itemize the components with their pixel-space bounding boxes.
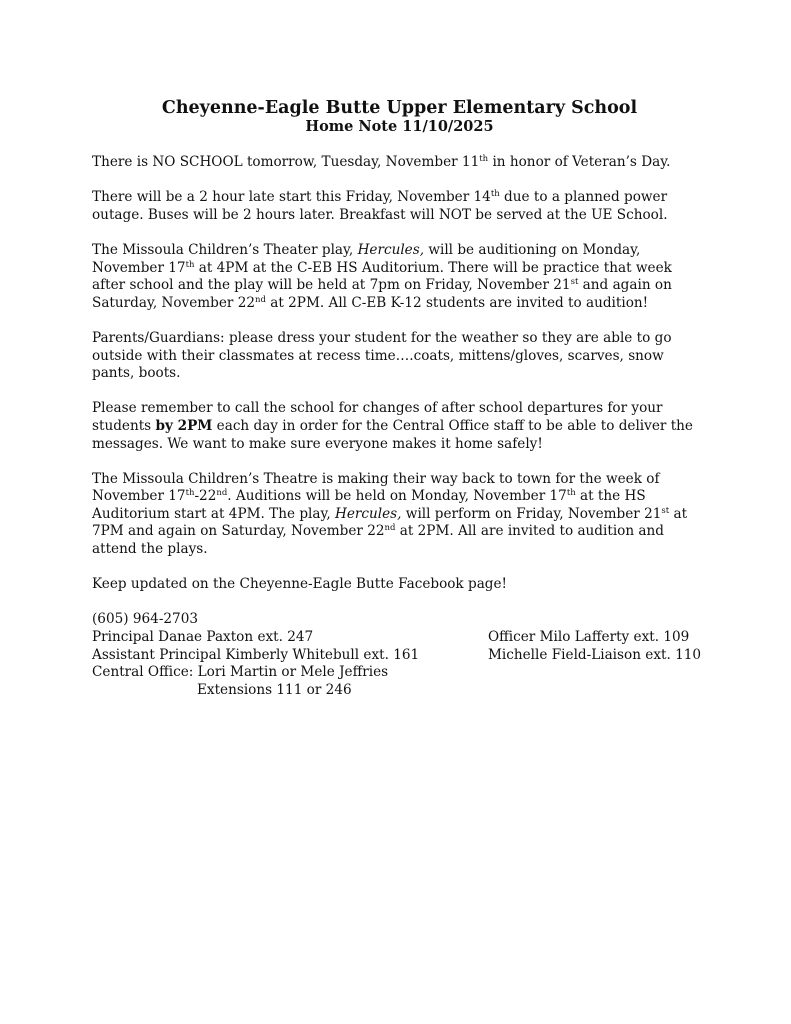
ordinal-suffix: th	[185, 259, 195, 270]
text-segment: at 4PM at the C-EB HS Auditorium. There will be practice that week after school and the play will be held at 7pm on Friday, November 21	[92, 259, 672, 294]
ordinal-suffix: st	[570, 277, 579, 288]
no-school-paragraph	[92, 154, 707, 172]
ordinal-suffix: nd	[255, 294, 266, 305]
text-segment: Please remember to call the school for changes of after school departures for your students	[92, 400, 663, 434]
text-segment: and again on Saturday, November 22	[92, 277, 672, 311]
ordinal-suffix: st	[661, 505, 670, 516]
ordinal-suffix: nd	[384, 523, 396, 534]
ordinal-suffix: th	[185, 488, 195, 499]
central-office-contact: Central Office: Lori Martin or Mele Jeffries	[92, 664, 389, 681]
assistant-principal-contact: Assistant Principal Kimberly Whitebull ext. 161	[92, 646, 420, 663]
document-header	[92, 98, 707, 135]
theatre-week-paragraph	[92, 471, 707, 559]
text-segment: There will be a 2 hour late start this Friday, November 14	[92, 189, 491, 206]
home-note-document	[92, 98, 707, 701]
play-title: Hercules,	[335, 505, 402, 522]
late-start-paragraph	[92, 189, 707, 224]
text-segment: at the HS Auditorium start at 4PM. The play,	[92, 488, 646, 522]
school-phone: (605) 964-2703	[92, 611, 199, 628]
ordinal-suffix: nd	[216, 488, 228, 499]
principal-contact: Principal Danae Paxton ext. 247	[92, 629, 314, 646]
text-segment: -22	[194, 488, 217, 505]
ordinal-suffix: th	[479, 154, 489, 164]
text-segment: at 2PM. All C-EB K-12 students are invited to audition!	[265, 294, 649, 311]
contact-column-left	[92, 611, 482, 699]
play-title: Hercules,	[357, 241, 425, 258]
liaison-contact: Michelle Field-Liaison ext. 110	[488, 646, 702, 663]
departure-changes-paragraph	[92, 400, 707, 453]
text-segment: will perform on Friday, November 21	[401, 505, 662, 522]
ordinal-suffix: th	[566, 488, 576, 499]
text-segment: The Missoula Children’s Theatre is making their way back to town for the week of November 17	[92, 470, 660, 505]
text-segment: due to a planned power outage. Buses will be 2 hours later. Breakfast will NOT be served at the UE School.	[92, 189, 668, 223]
weather-dress-paragraph: Parents/Guardians: please dress your student for the weather so they are able to go outside with their classmates at recess time….coats, mittens/gloves, scarves, snow pants, boots.	[92, 329, 672, 382]
officer-contact: Officer Milo Lafferty ext. 109	[488, 629, 690, 646]
contact-column-right	[488, 629, 718, 664]
text-segment: There is NO SCHOOL tomorrow, Tuesday, November 11	[92, 154, 480, 170]
central-office-extensions: Extensions 111 or 246	[197, 681, 352, 698]
text-segment: in honor of Veteran’s Day.	[488, 154, 671, 170]
home-note-date-subtitle: Home Note 11/10/2025	[305, 118, 494, 135]
school-name-title: Cheyenne-Eagle Butte Upper Elementary School	[161, 98, 638, 118]
text-segment: . Auditions will be held on Monday, November 17	[227, 488, 567, 505]
text-segment: at 2PM. All are invited to audition and attend the plays.	[92, 523, 664, 558]
ordinal-suffix: th	[490, 189, 500, 200]
contact-info	[92, 611, 707, 701]
text-segment: each day in order for the Central Office staff to be able to deliver the messages. We want to make sure everyone makes it home safely!	[92, 417, 693, 452]
text-segment: will be auditioning on Monday, November 17	[92, 241, 641, 276]
text-segment: The Missoula Children’s Theater play,	[92, 241, 358, 258]
facebook-paragraph: Keep updated on the Cheyenne-Eagle Butte Facebook page!	[92, 576, 508, 593]
deadline-emphasis: by 2PM	[155, 417, 213, 434]
text-segment: at 7PM and again on Saturday, November 22	[92, 505, 688, 540]
theater-play-paragraph	[92, 242, 707, 312]
